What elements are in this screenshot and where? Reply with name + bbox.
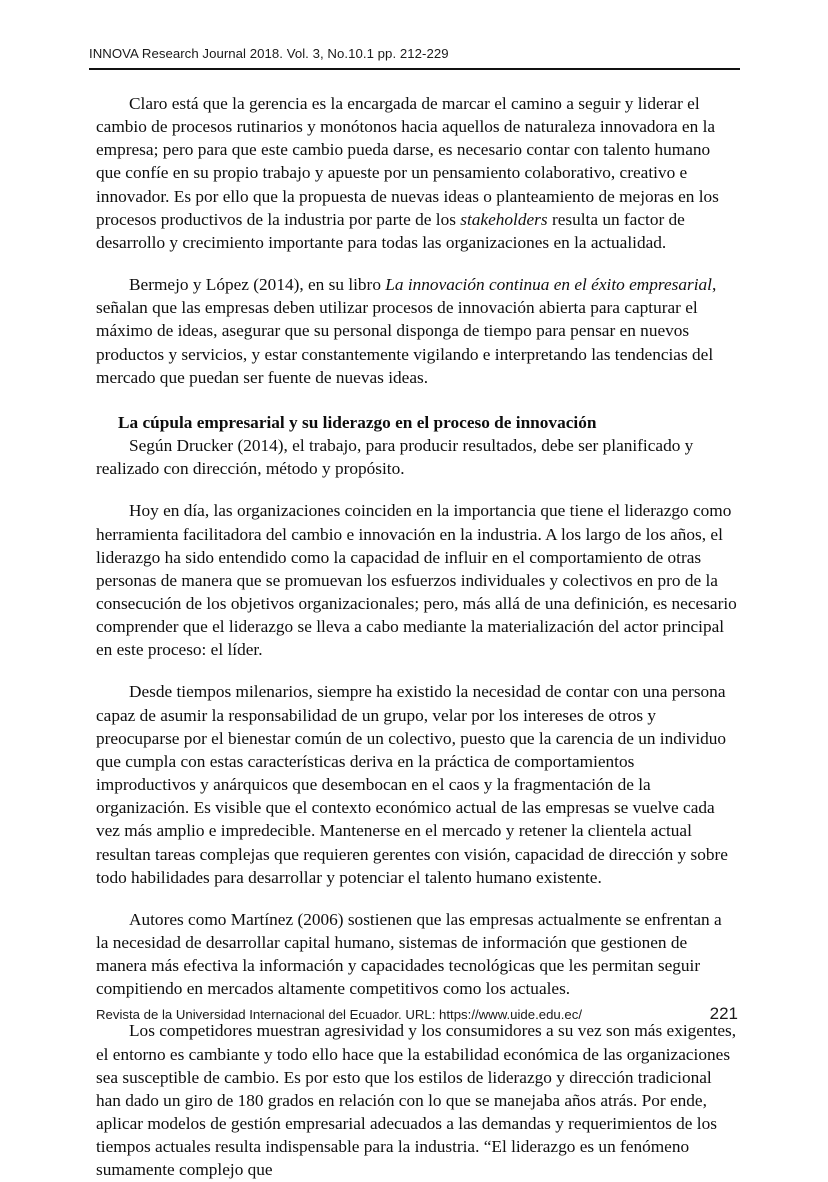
paragraph-1-part-2: resulta un factor de desarrollo y crecimiento importante para todas las organizaciones en la actualidad. bbox=[96, 209, 685, 252]
section-heading: La cúpula empresarial y su liderazgo en el proceso de innovación bbox=[118, 412, 597, 432]
paragraph-6: Autores como Martínez (2006) sostienen que las empresas actualmente se enfrentan a la necesidad de desarrollar capital humano, sistemas de información que gestionen de manera más efectiva la información y capacidades tecnológicas que les permitan seguir compitiendo en mercados altamente competitivos como los actuales. bbox=[96, 909, 722, 999]
paragraph-2-italic-book-title: La innovación continua en el éxito empresarial bbox=[385, 275, 712, 295]
page-footer bbox=[96, 1005, 738, 1024]
page-number: 221 bbox=[709, 1004, 738, 1023]
paragraph-7: Los competidores muestran agresividad y los consumidores a su vez son más exigentes, el entorno es cambiante y todo ello hace que la estabilidad económica de las organizaciones sea susceptible de cambio. Es por esto que los estilos de liderazgo y dirección tradicional han dado un giro de 180 grados en relación con lo que se manejaba años atrás. Por ende, aplicar modelos de gestión empresarial adecuados a las demandas y requerimientos de los tiempos actuales resulta indispensable para la industria. “El liderazgo es un fenómeno sumamente complejo que bbox=[96, 1021, 737, 1180]
paragraph-5: Desde tiempos milenarios, siempre ha existido la necesidad de contar con una persona capaz de asumir la responsabilidad de un grupo, velar por los intereses de otros y preocuparse por el bienestar común de un colectivo, puesto que la carencia de un individuo que cumpla con estas características deriva en la práctica de comportamientos improductivos y anárquicos que desembocan en el caos y la fragmentación de la organización. Es visible que el contexto económico actual de las empresas se vuelve cada vez más amplio e impredecible. Mantenerse en el mercado y retener la clientela actual resultan tareas complejas que requieren gerentes con visión, capacidad de dirección y sobre todo habilidades para desarrollar y potenciar el talento humano existente. bbox=[96, 682, 728, 887]
paragraph-2-part-1: Bermejo y López (2014), en su libro bbox=[129, 275, 386, 295]
paragraph-1 bbox=[96, 92, 738, 254]
paragraph-2 bbox=[96, 273, 738, 389]
paragraph-3: Según Drucker (2014), el trabajo, para producir resultados, debe ser planificado y realizado con dirección, método y propósito. bbox=[96, 436, 694, 479]
running-header-text: INNOVA Research Journal 2018. Vol. 3, No.10.1 pp. 212-229 bbox=[89, 46, 449, 61]
running-header bbox=[89, 45, 739, 62]
footer-journal-url: Revista de la Universidad Internacional del Ecuador. URL: https://www.uide.edu.ec/ bbox=[96, 1007, 583, 1022]
header-divider-rule bbox=[89, 68, 740, 70]
paragraph-4: Hoy en día, las organizaciones coinciden en la importancia que tiene el liderazgo como herramienta facilitadora del cambio e innovación en la industria. A los largo de los años, el liderazgo ha sido entendido como la capacidad de influir en el comportamiento de otras personas de manera que se promuevan los esfuerzos individuales y colectivos en pro de la consecución de los objetivos organizacionales; pero, más allá de una definición, es necesario comprender que el liderazgo se lleva a cabo mediante la materialización del actor principal en este proceso: el líder. bbox=[96, 501, 737, 660]
paragraph-1-part-1: Claro está que la gerencia es la encargada de marcar el camino a seguir y liderar el cambio de procesos rutinarios y monótonos hacia aquellos de naturaleza innovadora en la empresa; pero para que este cambio pueda darse, es necesario contar con talento humano que confíe en su propio trabajo y apueste por un pensamiento colaborativo, creativo e innovador. Es por ello que la propuesta de nuevas ideas o planteamiento de mejoras en los procesos productivos de la industria por parte de los bbox=[96, 94, 719, 229]
paragraph-1-italic-stakeholders: stakeholders bbox=[460, 209, 548, 229]
paragraph-2-part-2: , señalan que las empresas deben utilizar procesos de innovación abierta para capturar el máximo de ideas, asegurar que su personal disponga de tiempo para pensar en nuevos productos y servicios, y estar constantemente vigilando e interpretando las tendencias del mercado que puedan ser fuente de nuevas ideas. bbox=[96, 275, 717, 387]
